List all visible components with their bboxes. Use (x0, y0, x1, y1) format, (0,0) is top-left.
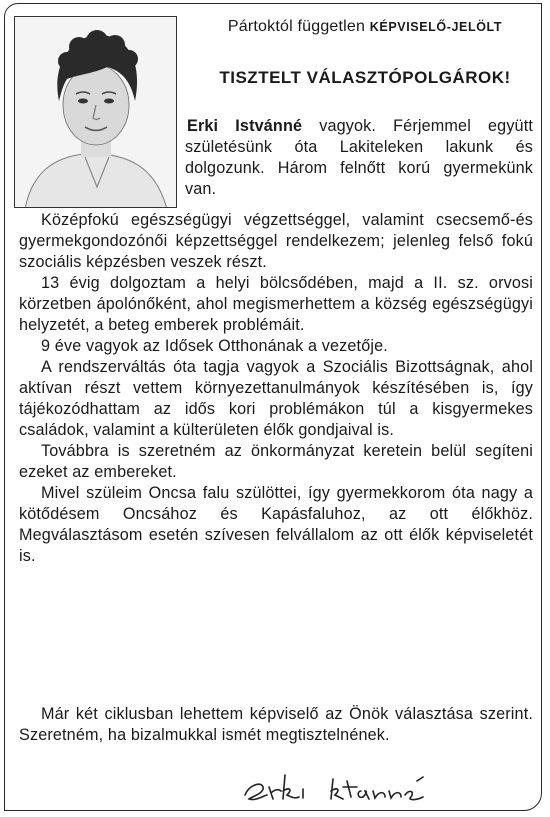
handwritten-signature (239, 767, 489, 811)
header-independent-text: Pártoktól független (227, 18, 370, 35)
portrait-drawing (15, 17, 177, 208)
paragraph-education: Középfokú egészségügyi végzettséggel, valamint csecsemő-és gyermekgondozónői képzettséggel rendelkezem; jelenleg felső fokú szociális képzésben veszek részt. (19, 211, 533, 271)
paragraph-goals: Továbbra is szeretném az önkormányzat keretein belül segíteni ezeket az embereket. (19, 442, 533, 481)
paragraph-roots: Mivel szüleim Oncsa falu szülöttei, így gyermekkorom óta nagy a kötődésem Oncsához és Kapásfaluhoz, az ott élőkhöz. Megválasztásom esetén szívesen felvállalom az ott élők képviseletét is. (19, 484, 533, 565)
candidate-name: Erki Istvánné (187, 117, 303, 135)
paragraph-current-role: 9 éve vagyok az Idősek Otthonának a vezetője. (41, 337, 388, 355)
closing-paragraph: Már két ciklusban lehettem képviselő az Önök választása szerint. Szeretném, ha bizalmukkal ismét megtisztelnének. (19, 705, 533, 744)
intro-block (185, 116, 533, 200)
intro-text: vagyok. Férjemmel együtt születésünk óta Lakiteleken lakunk és dolgozunk. Három felnőtt korú gyermekünk van. (185, 117, 534, 198)
candidate-header (185, 18, 545, 36)
paragraph-work-history: 13 évig dolgoztam a helyi bölcsődében, majd a II. sz. orvosi körzetben ápolónőként, ahol megismerhettem a község egészségügyi helyzetét, a beteg emberek problémáit. (19, 274, 533, 334)
signature-drawing (239, 767, 489, 811)
greeting-heading: TISZTELT VÁLASZTÓPOLGÁROK! (219, 68, 511, 87)
closing-block (19, 704, 533, 746)
leaflet-frame (4, 3, 542, 811)
paragraph-committee: A rendszerváltás óta tagja vagyok a Szociális Bizottságnak, ahol aktívan részt vettem környezettanulmányok készítésében is, így tájékozódhattam az idős kori problémákon túl a kisgyermekes családok, valamint a külterületen élők gondjaival is. (19, 358, 533, 439)
candidate-portrait-photo (14, 16, 177, 208)
main-body (19, 210, 533, 567)
intro-paragraph (185, 116, 533, 200)
header-candidate-label: KÉPVISELŐ-JELÖLT (369, 20, 503, 34)
